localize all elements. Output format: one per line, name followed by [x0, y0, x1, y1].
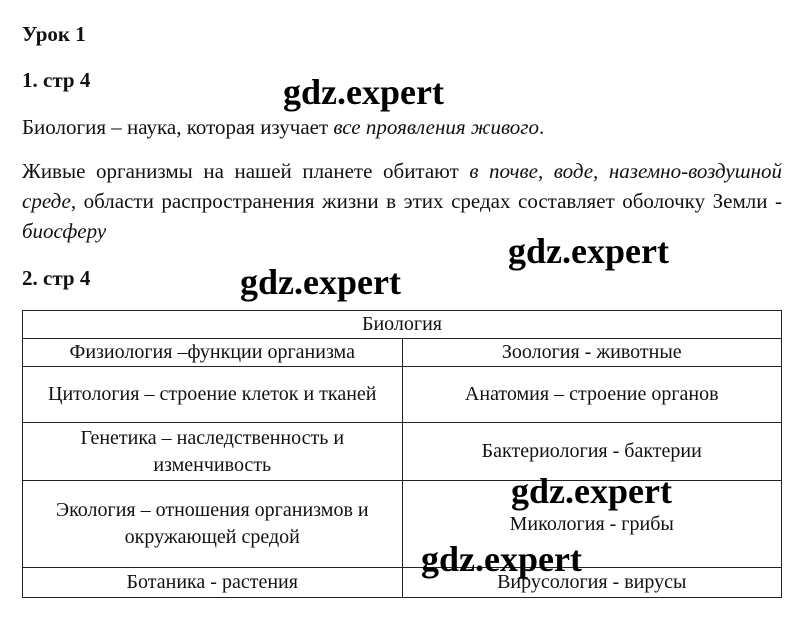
watermark: gdz.expert — [508, 231, 669, 271]
table-cell-right: Микология - грибы — [402, 481, 782, 568]
watermark: gdz.expert — [511, 471, 672, 511]
table-row — [23, 339, 782, 367]
table-cell-right: Анатомия – строение органов — [402, 367, 782, 423]
table-row — [23, 568, 782, 598]
section-1-heading: 1. стр 4 — [22, 68, 91, 92]
table-header-row — [23, 311, 782, 339]
definition-end: . — [538, 115, 545, 139]
habitat-text-2: , области распространения жизни в этих средах составляет оболочку Земли - — [70, 189, 782, 213]
definition-italic: все проявления живого — [333, 115, 539, 139]
table-cell-left: Ботаника - растения — [23, 568, 403, 598]
watermark: gdz.expert — [283, 72, 444, 112]
table-header: Биология — [23, 311, 782, 339]
habitat-text-1: Живые организмы на нашей планете обитают — [22, 159, 470, 183]
section-2-heading: 2. стр 4 — [22, 266, 91, 290]
table-row — [23, 367, 782, 423]
watermark: gdz.expert — [421, 539, 582, 579]
table-cell-left: Цитология – строение клеток и тканей — [23, 367, 403, 423]
table-cell-right: Вирусология - вирусы — [402, 568, 782, 598]
table-cell-left: Физиология –функции организма — [23, 339, 403, 367]
biology-table — [22, 310, 782, 598]
definition-paragraph — [22, 112, 782, 142]
table-cell-right: Бактериология - бактерии — [402, 423, 782, 481]
definition-text: Биология – наука, которая изучает — [22, 115, 334, 139]
table-cell-right: Зоология - животные — [402, 339, 782, 367]
table-cell-left: Генетика – наследственность и изменчивость — [23, 423, 403, 481]
watermark: gdz.expert — [240, 262, 401, 302]
lesson-title: Урок 1 — [22, 22, 86, 46]
habitat-italic-1: в почве, воде, наземно-воздушной среде — [22, 159, 782, 213]
habitat-italic-2: биосферу — [22, 219, 107, 243]
table-cell-left: Экология – отношения организмов и окружающей средой — [23, 481, 403, 568]
